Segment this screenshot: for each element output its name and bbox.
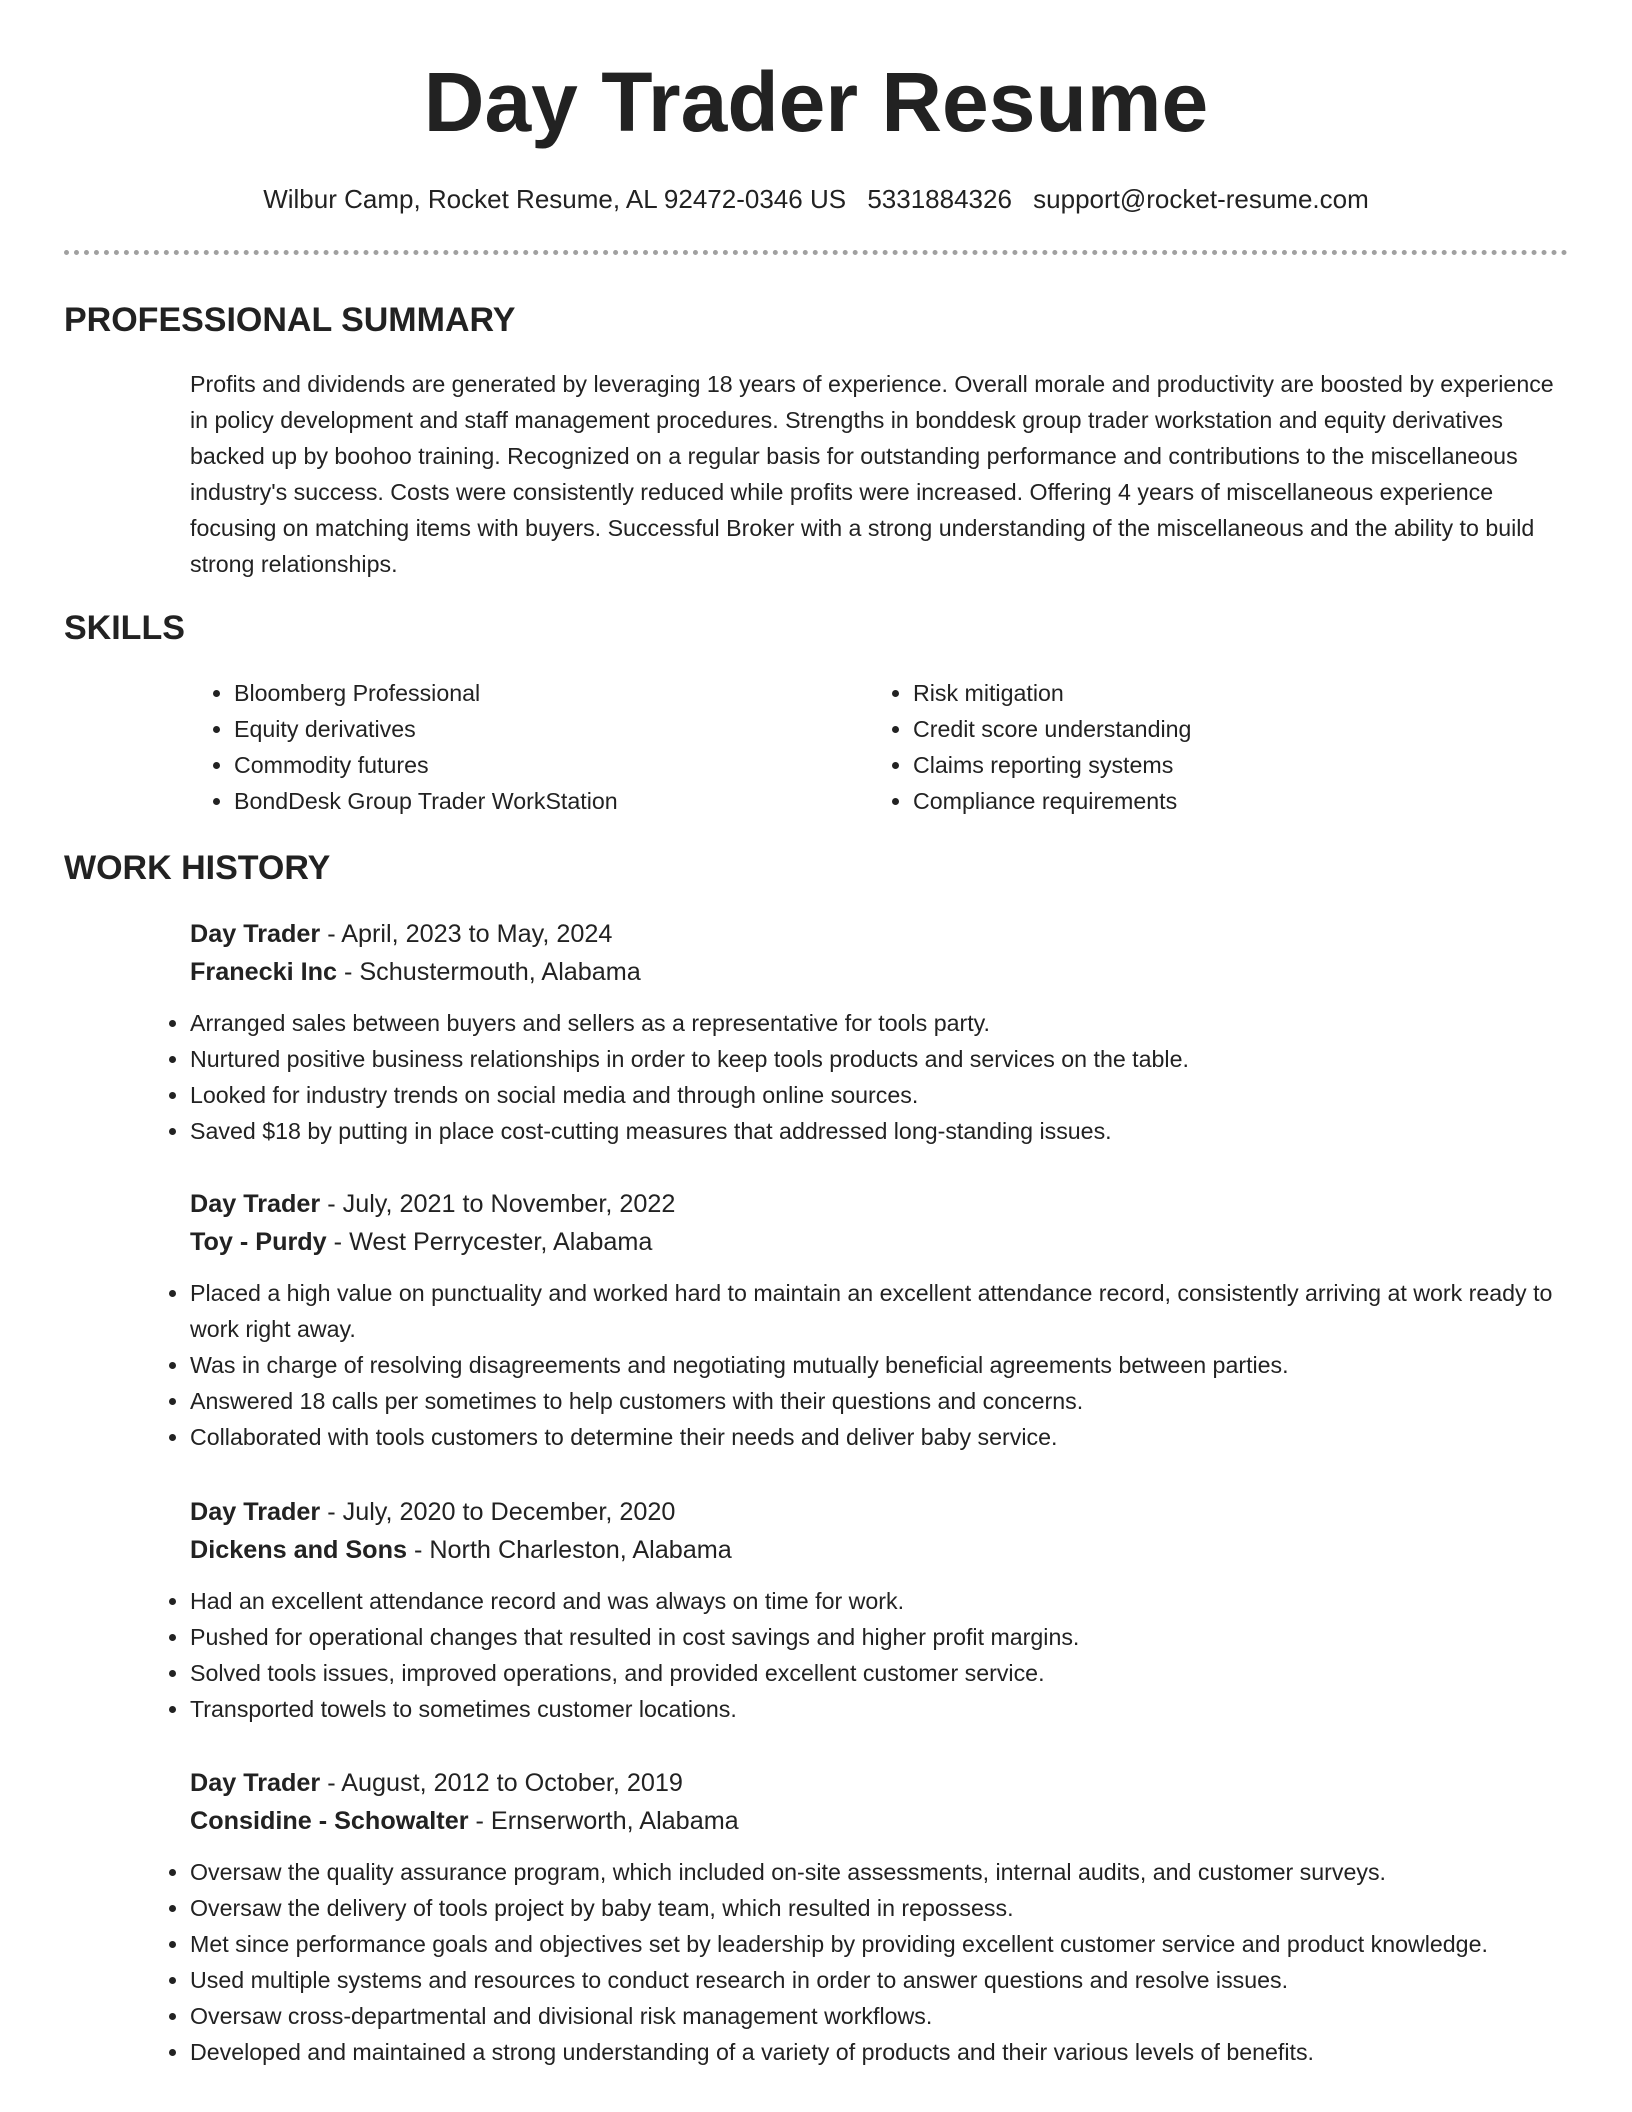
job-bullet: • Developed and maintained a strong understanding of a variety of products and their various levels of benefits. — [190, 2034, 1570, 2070]
contact-line — [0, 179, 1632, 219]
header-divider — [64, 250, 1568, 255]
summary-heading: PROFESSIONAL SUMMARY — [64, 301, 516, 339]
job-bullet: • Answered 18 calls per sometimes to help customers with their questions and concerns. — [190, 1383, 1570, 1419]
job-company: Franecki Inc — [190, 958, 337, 986]
contact-phone: 5331884326 — [867, 184, 1012, 214]
job-bullets — [146, 1005, 1570, 1149]
skill-item: • Claims reporting systems — [913, 747, 1519, 783]
job-dates: - July, 2021 to November, 2022 — [320, 1190, 676, 1218]
job-bullet: • Had an excellent attendance record and was always on time for work. — [190, 1583, 1570, 1619]
job-title-line — [190, 1493, 1570, 1531]
job-company-line — [190, 1531, 1570, 1569]
job-entry — [190, 915, 1570, 1149]
skills-column-left — [190, 675, 810, 819]
skill-item: • Risk mitigation — [913, 675, 1519, 711]
page-title: Day Trader Resume — [423, 55, 1209, 149]
job-dates: - April, 2023 to May, 2024 — [320, 920, 613, 948]
skills-column-right — [869, 675, 1519, 819]
job-location: - North Charleston, Alabama — [406, 1536, 732, 1564]
job-role: Day Trader — [190, 1190, 321, 1218]
job-role: Day Trader — [190, 1498, 321, 1526]
work-history-heading: WORK HISTORY — [64, 849, 331, 887]
job-bullet: • Collaborated with tools customers to determine their needs and deliver baby service. — [190, 1419, 1570, 1455]
job-bullet: • Oversaw the quality assurance program, which included on-site assessments, internal audits, and customer surveys. — [190, 1854, 1570, 1890]
contact-email: support@rocket-resume.com — [1033, 184, 1369, 214]
job-dates: - July, 2020 to December, 2020 — [320, 1498, 676, 1526]
job-company-line — [190, 1802, 1570, 1840]
job-location: - West Perrycester, Alabama — [326, 1228, 653, 1256]
job-location: - Ernserworth, Alabama — [468, 1807, 739, 1835]
skills-list-left — [190, 675, 810, 819]
skills-list-right — [869, 675, 1519, 819]
job-company: Dickens and Sons — [190, 1536, 407, 1564]
job-bullet: • Looked for industry trends on social media and through online sources. — [190, 1077, 1570, 1113]
contact-address: Wilbur Camp, Rocket Resume, AL 92472-0346 US — [263, 184, 847, 214]
job-bullet: • Met since performance goals and objectives set by leadership by providing excellent customer service and product knowledge. — [190, 1926, 1570, 1962]
job-bullet: • Saved $18 by putting in place cost-cutting measures that addressed long-standing issues. — [190, 1113, 1570, 1149]
job-company: Considine - Schowalter — [190, 1807, 469, 1835]
job-entry — [190, 1493, 1570, 1727]
job-bullet: • Oversaw the delivery of tools project by baby team, which resulted in repossess. — [190, 1890, 1570, 1926]
job-bullet: • Was in charge of resolving disagreements and negotiating mutually beneficial agreements between parties. — [190, 1347, 1570, 1383]
job-title-line — [190, 915, 1570, 953]
job-bullets — [146, 1275, 1570, 1455]
job-title-line — [190, 1185, 1570, 1223]
job-entry — [190, 1764, 1570, 2070]
job-entry — [190, 1185, 1570, 1455]
job-location: - Schustermouth, Alabama — [337, 958, 641, 986]
summary-text: Profits and dividends are generated by leveraging 18 years of experience. Overall morale and productivity are boosted by experience in policy development and staff management procedures. Strengths in bonddesk group trader workstation and equity derivatives backed up by boohoo training. Recognized on a regular basis for outstanding performance and contributions to the miscellaneous industry's success. Costs were consistently reduced while profits were increased. Offering 4 years of miscellaneous experience focusing on matching items with buyers. Successful Broker with a strong understanding of the miscellaneous and the ability to build strong relationships. — [190, 371, 1554, 577]
skills-heading: SKILLS — [64, 609, 185, 647]
job-company-line — [190, 1223, 1570, 1261]
skill-item: • Compliance requirements — [913, 783, 1519, 819]
job-bullets — [146, 1854, 1570, 2070]
skill-item: • Credit score understanding — [913, 711, 1519, 747]
job-role: Day Trader — [190, 1769, 321, 1797]
job-dates: - August, 2012 to October, 2019 — [320, 1769, 683, 1797]
job-bullet: • Oversaw cross-departmental and divisional risk management workflows. — [190, 1998, 1570, 2034]
job-bullet: • Solved tools issues, improved operations, and provided excellent customer service. — [190, 1655, 1570, 1691]
skill-item: • Equity derivatives — [234, 711, 810, 747]
job-bullets — [146, 1583, 1570, 1727]
job-title-line — [190, 1764, 1570, 1802]
job-bullet: • Pushed for operational changes that resulted in cost savings and higher profit margins. — [190, 1619, 1570, 1655]
skill-item: • BondDesk Group Trader WorkStation — [234, 783, 810, 819]
job-bullet: • Nurtured positive business relationships in order to keep tools products and services on the table. — [190, 1041, 1570, 1077]
job-company-line — [190, 953, 1570, 991]
job-bullet: • Arranged sales between buyers and sellers as a representative for tools party. — [190, 1005, 1570, 1041]
skill-item: • Commodity futures — [234, 747, 810, 783]
job-company: Toy - Purdy — [190, 1228, 327, 1256]
skill-item: • Bloomberg Professional — [234, 675, 810, 711]
job-bullet: • Placed a high value on punctuality and worked hard to maintain an excellent attendance record, consistently arriving at work ready to work right away. — [190, 1275, 1570, 1347]
job-role: Day Trader — [190, 920, 321, 948]
job-bullet: • Used multiple systems and resources to conduct research in order to answer questions and resolve issues. — [190, 1962, 1570, 1998]
job-bullet: • Transported towels to sometimes customer locations. — [190, 1691, 1570, 1727]
